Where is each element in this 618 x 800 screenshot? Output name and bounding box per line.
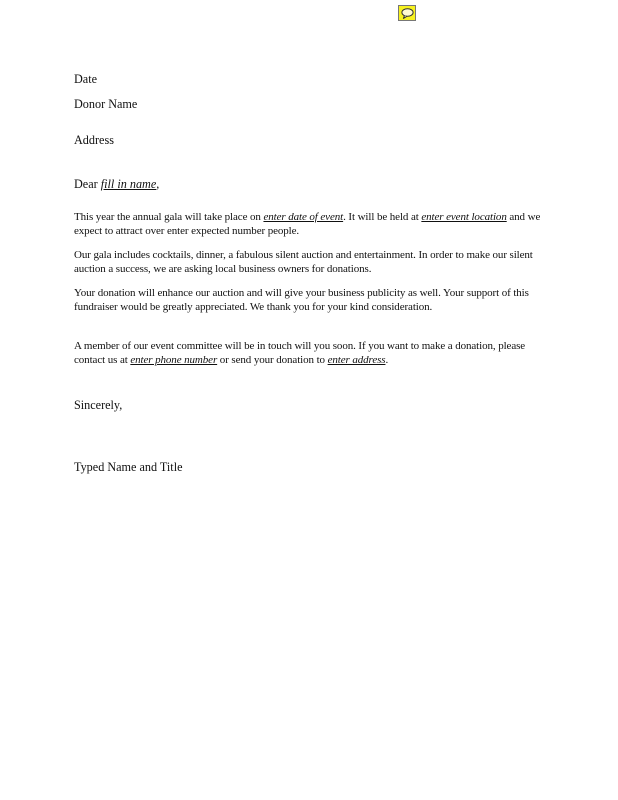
p1-text-3: and we expect to attract over enter expected number people. <box>74 211 541 237</box>
phone-number-placeholder: enter phone number <box>130 354 218 366</box>
paragraph-event-info <box>74 210 546 238</box>
name-placeholder: fill in name <box>100 177 157 191</box>
paragraph-contact <box>74 339 546 367</box>
paragraph-gala-details: Our gala includes cocktails, dinner, a fabulous silent auction and entertainment. In order to make our silent auction a success, we are asking local business owners for donations. <box>74 249 533 275</box>
salutation-suffix: , <box>156 177 160 191</box>
salutation <box>74 177 546 191</box>
event-location-placeholder: enter event location <box>421 211 507 223</box>
date-line: Date <box>74 72 98 86</box>
address-placeholder: enter address <box>327 354 386 366</box>
p4-text-1: A member of our event committee will be in touch will you soon. If you want to make a donation, please contact us at <box>74 340 526 366</box>
p4-text-2: or send your donation to <box>217 354 328 366</box>
signature-line: Typed Name and Title <box>74 460 183 474</box>
salutation-prefix: Dear <box>74 177 101 191</box>
p1-text-2: . It will be held at <box>343 211 422 223</box>
donor-name-line: Donor Name <box>74 97 138 111</box>
comment-speech-bubble-icon[interactable] <box>398 5 416 21</box>
p1-text-1: This year the annual gala will take place on <box>74 211 264 223</box>
closing: Sincerely, <box>74 398 123 412</box>
event-date-placeholder: enter date of event <box>263 211 344 223</box>
address-line: Address <box>74 133 114 147</box>
p4-text-3: . <box>385 354 389 366</box>
paragraph-donation-benefit: Your donation will enhance our auction and will give your business publicity as well. Your support of this fundraiser would be greatly appreciated. We thank you for your kind consideration. <box>74 287 529 313</box>
